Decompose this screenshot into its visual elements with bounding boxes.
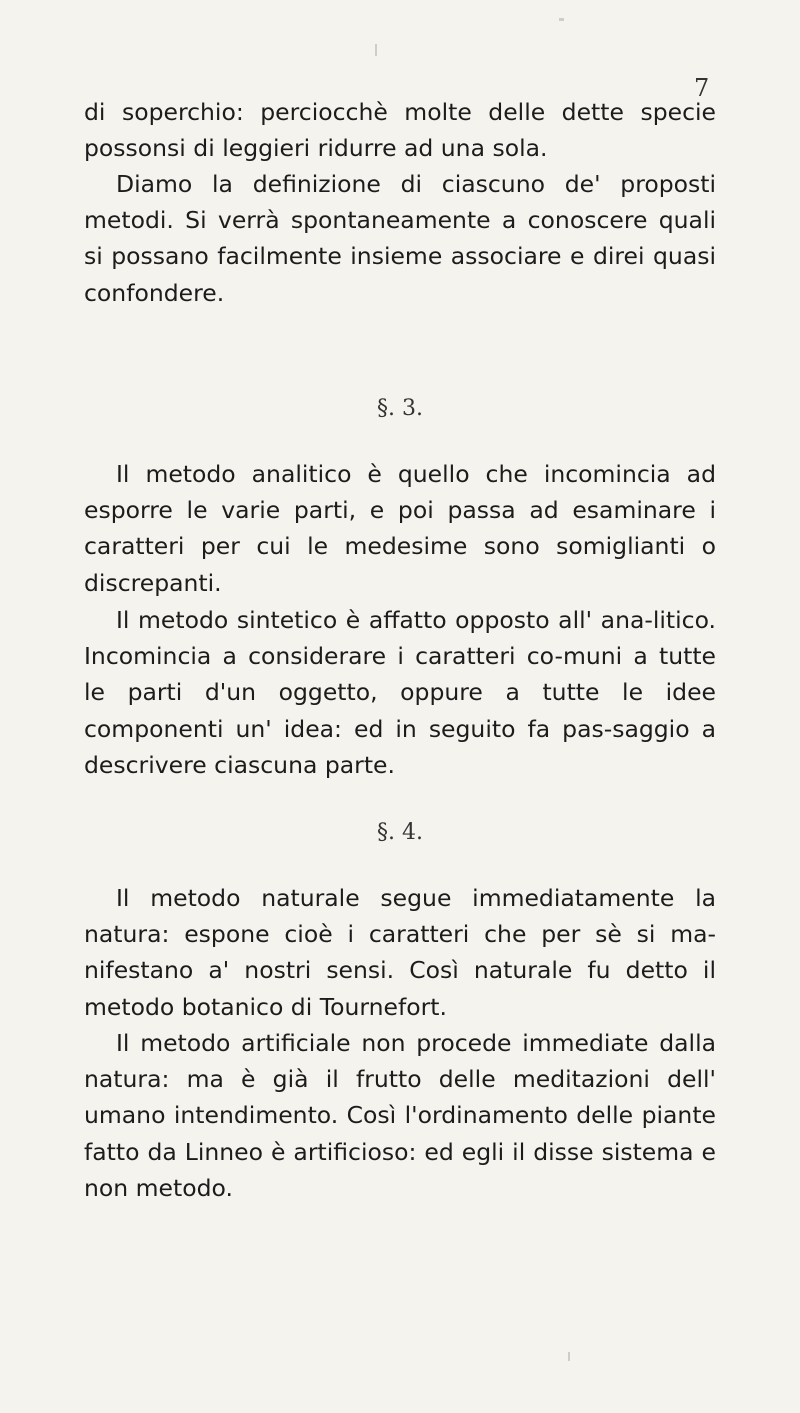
section-heading-4: §. 4. xyxy=(377,820,423,845)
paper-speck xyxy=(568,1352,570,1361)
paragraph-continuation: di soperchio: perciocchè molte delle dette specie possonsi di leggieri ridurre ad una sola. xyxy=(84,98,716,163)
paragraph-analytic-method: Il metodo analitico è quello che incomincia ad esporre le varie parti, e poi passa ad esaminare i caratteri per cui le medesime sono somiglianti o discrepanti. xyxy=(84,460,716,597)
paragraph-natural-method: Il metodo naturale segue immediatamente la natura: espone cioè i caratteri che per sè si ma-nifestano a' nostri sensi. Così naturale fu detto il metodo botanico di Tournefort. xyxy=(84,884,716,1021)
paragraph-synthetic-method: Il metodo sintetico è affatto opposto all' ana-litico. Incomincia a considerare i caratteri co-muni a tutte le parti d'un oggetto, oppure a tutte le idee componenti un' idea: ed in seguito fa pas-saggio a descrivere ciascuna parte. xyxy=(84,606,716,779)
paragraph-definitions-intro: Diamo la definizione di ciascuno de' proposti metodi. Si verrà spontaneamente a conoscere quali si possano facilmente insieme associare e direi quasi confondere. xyxy=(84,170,716,307)
paper-speck xyxy=(559,18,564,21)
paper-speck xyxy=(375,44,377,56)
page-number: 7 xyxy=(694,74,710,102)
paragraph-artificial-method: Il metodo artificiale non procede immediate dalla natura: ma è già il frutto delle meditazioni dell' umano intendimento. Così l'ordinamento delle piante fatto da Linneo è artificioso: ed egli il disse sistema e non metodo. xyxy=(84,1029,716,1202)
section-heading-3: §. 3. xyxy=(377,396,423,421)
